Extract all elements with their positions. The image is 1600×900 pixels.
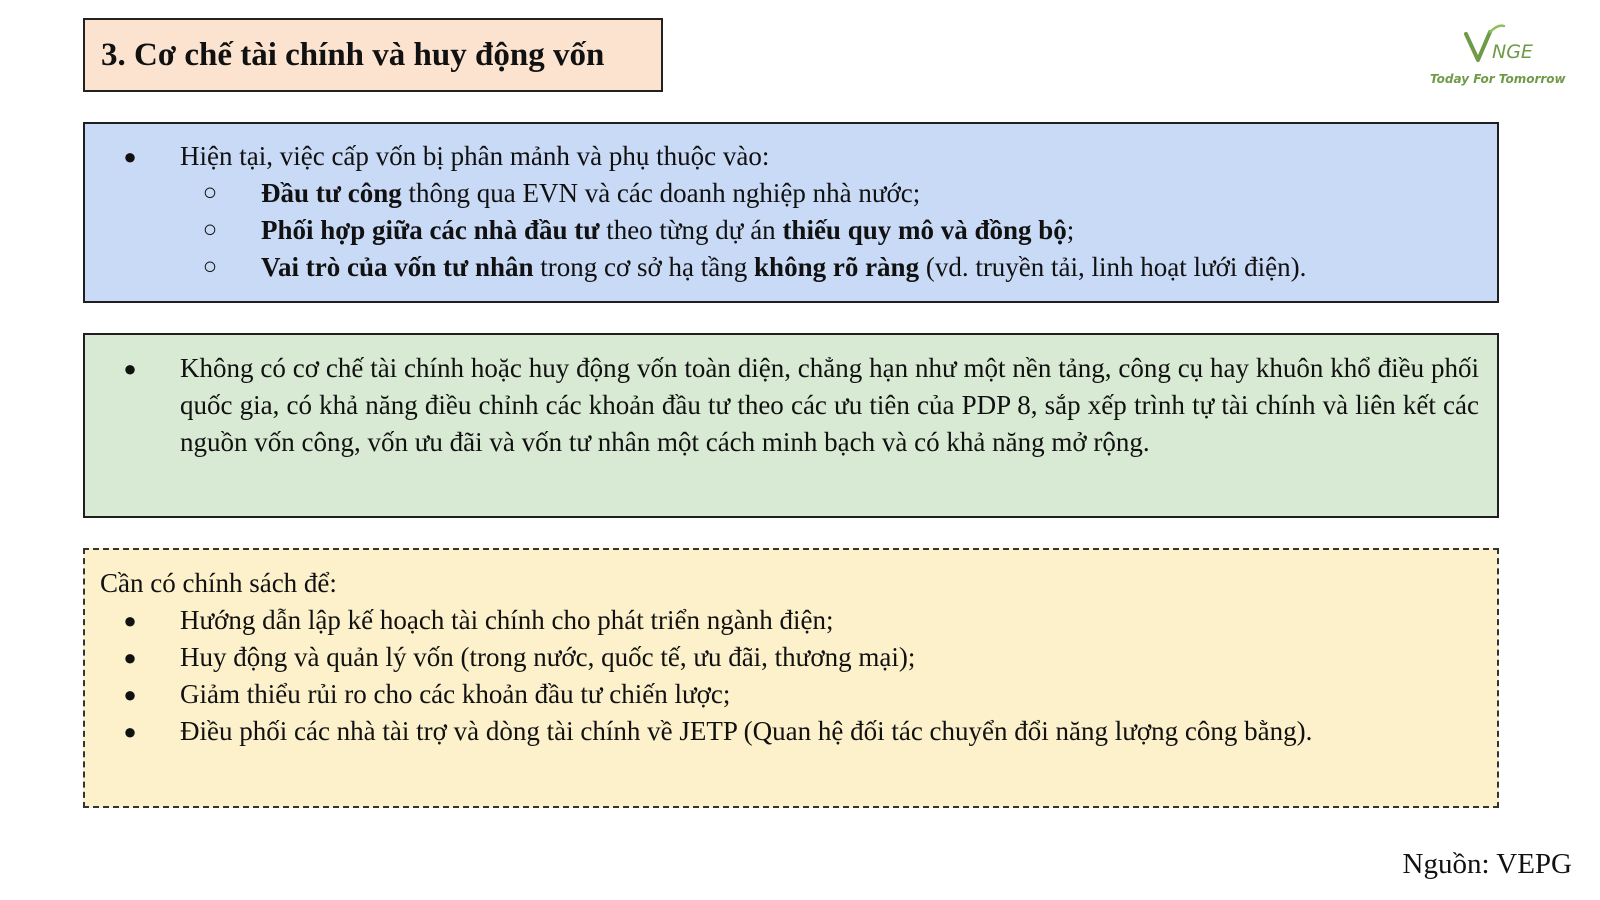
bullet-icon: ● [123, 356, 137, 381]
mechanism-gap-box [83, 333, 1499, 518]
bullet-item [85, 676, 1479, 713]
slide-title [83, 18, 663, 92]
bold-text: Đầu tư công [261, 178, 402, 208]
bullet-item [85, 639, 1479, 676]
green-text: Không có cơ chế tài chính hoặc huy động vốn toàn diện, chẳng hạn như một nền tảng, công cụ hay khuôn khổ điều phối quốc gia, có khả năng điều chỉnh các khoản đầu tư theo các ưu tiên của PDP 8, sắp xếp trình tự tài chính và liên kết các nguồn vốn công, vốn ưu đãi và vốn tư nhân một cách minh bạch và có khả năng mở rộng. [180, 353, 1479, 457]
bullet-icon: ● [123, 682, 137, 707]
sub-bullet-item [85, 175, 1497, 212]
policy-needs-box [83, 548, 1499, 808]
hollow-bullet-icon: ○ [202, 180, 218, 206]
vnge-logo-mark [1464, 22, 1544, 66]
logo-tagline: Today For Tomorrow [1430, 72, 1566, 86]
svg-text:NGE: NGE [1492, 41, 1533, 63]
bold-text: không rõ ràng [754, 252, 920, 282]
item-text: thông qua EVN và các doanh nghiệp nhà nước; [401, 178, 921, 208]
item-text: trong cơ sở hạ tầng [533, 252, 755, 282]
policy-item: Hướng dẫn lập kế hoạch tài chính cho phát triển ngành điện; [180, 605, 834, 635]
item-text: (vd. truyền tải, linh hoạt lưới điện). [919, 252, 1307, 282]
policy-heading: Cần có chính sách để: [100, 568, 337, 598]
bullet-item [85, 350, 1479, 461]
bullet-icon: ● [123, 608, 137, 633]
bold-text: Phối hợp giữa các nhà đầu tư [261, 215, 600, 245]
policy-item: Điều phối các nhà tài trợ và dòng tài chính về JETP (Quan hệ đối tác chuyển đổi năng lượng công bằng). [180, 716, 1313, 746]
vnge-logo [1420, 14, 1580, 94]
bullet-item [85, 713, 1479, 750]
sub-bullet-item [85, 212, 1497, 249]
policy-item: Huy động và quản lý vốn (trong nước, quốc tế, ưu đãi, thương mại); [180, 642, 916, 672]
bullet-icon: ● [123, 719, 137, 744]
bullet-item [85, 138, 1497, 175]
hollow-bullet-icon: ○ [202, 217, 218, 243]
item-text: theo từng dự án [599, 215, 783, 245]
blue-intro: Hiện tại, việc cấp vốn bị phân mảnh và phụ thuộc vào: [180, 141, 770, 171]
hollow-bullet-icon: ○ [202, 254, 218, 280]
bullet-icon: ● [123, 144, 137, 169]
current-funding-box [83, 122, 1499, 303]
policy-item: Giảm thiểu rủi ro cho các khoản đầu tư chiến lược; [180, 679, 731, 709]
item-text: ; [1066, 215, 1075, 245]
slide-title-text: 3. Cơ chế tài chính và huy động vốn [101, 36, 605, 73]
sub-bullet-item [85, 249, 1497, 286]
bullet-item [85, 602, 1479, 639]
bold-text: Vai trò của vốn tư nhân [261, 252, 534, 282]
bullet-icon: ● [123, 645, 137, 670]
source-note: Nguồn: VEPG [1402, 848, 1572, 880]
bold-text: thiếu quy mô và đồng bộ [782, 215, 1067, 245]
